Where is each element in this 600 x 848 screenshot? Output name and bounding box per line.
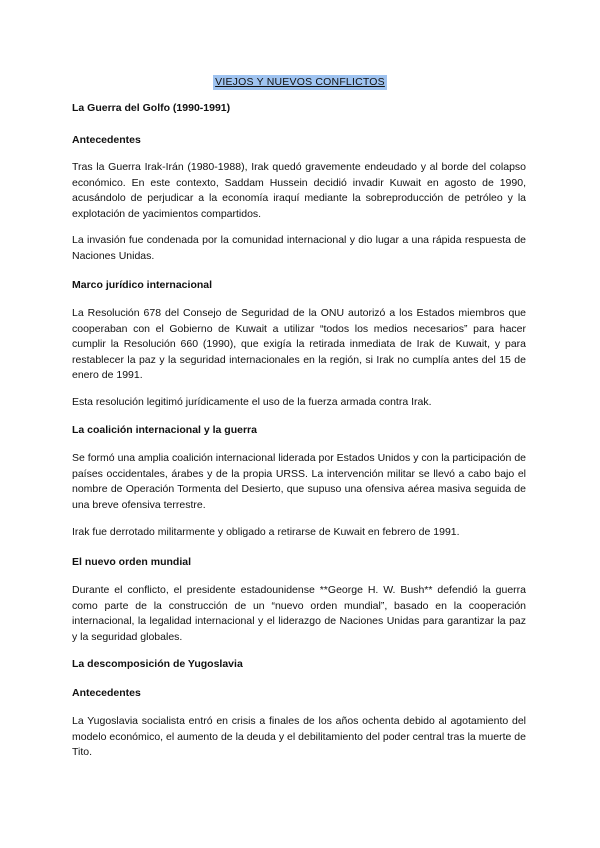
s2-paragraph-1: La Yugoslavia socialista entró en crisis a finales de los años ochenta debido al agotamiento del modelo económico, el aumento de la deuda y el debilitamiento del poder central tras la muerte de Tito. (72, 715, 526, 758)
section1-heading: La Guerra del Golfo (1990-1991) (72, 102, 231, 114)
orden-paragraph-1: Durante el conflicto, el presidente estadounidense **George H. W. Bush** defendió la guerra como parte de la construcción de un “nuevo orden mundial”, basado en la cooperación internacional, la legalidad internacional y el liderazgo de Naciones Unidas para garantizar la paz y la seguridad globales. (72, 584, 526, 643)
document-title: VIEJOS Y NUEVOS CONFLICTOS (215, 76, 385, 88)
s1-paragraph-2: La invasión fue condenada por la comunidad internacional y dio lugar a una rápida respuesta de Naciones Unidas. (72, 234, 526, 262)
s2-antecedentes-heading: Antecedentes (72, 687, 141, 699)
marco-paragraph-1: La Resolución 678 del Consejo de Seguridad de la ONU autorizó a los Estados miembros que cooperaban con el Gobierno de Kuwait a utilizar “todos los medios necesarios” para hacer cumplir la Resolución 660 (1990), que exigía la retirada inmediata de Irak de Kuwait, y para restablecer la paz y la seguridad internacionales en la región, si Irak no cumplía antes del 15 de enero de 1991. (72, 307, 526, 381)
coalicion-heading: La coalición internacional y la guerra (72, 424, 257, 436)
s1-paragraph-1: Tras la Guerra Irak-Irán (1980-1988), Irak quedó gravemente endeudado y al borde del colapso económico. En este contexto, Saddam Hussein decidió invadir Kuwait en agosto de 1990, acusándolo de perjudicar a la economía iraquí mediante la sobreproducción de petróleo y la explotación de yacimientos compartidos. (72, 161, 526, 220)
coalicion-paragraph-1: Se formó una amplia coalición internacional liderada por Estados Unidos y con la participación de países occidentales, árabes y de la propia URSS. La intervención militar se llevó a cabo bajo el nombre de Operación Tormenta del Desierto, que supuso una ofensiva aérea masiva seguida de una breve ofensiva terrestre. (72, 452, 526, 511)
marco-heading: Marco jurídico internacional (72, 279, 213, 291)
orden-heading: El nuevo orden mundial (72, 556, 192, 568)
s1-antecedentes-heading: Antecedentes (72, 134, 141, 146)
title-wrap (0, 72, 600, 90)
coalicion-paragraph-2: Irak fue derrotado militarmente y obligado a retirarse de Kuwait en febrero de 1991. (72, 526, 460, 538)
marco-paragraph-2: Esta resolución legitimó jurídicamente el uso de la fuerza armada contra Irak. (72, 396, 432, 408)
section2-heading: La descomposición de Yugoslavia (72, 658, 243, 670)
